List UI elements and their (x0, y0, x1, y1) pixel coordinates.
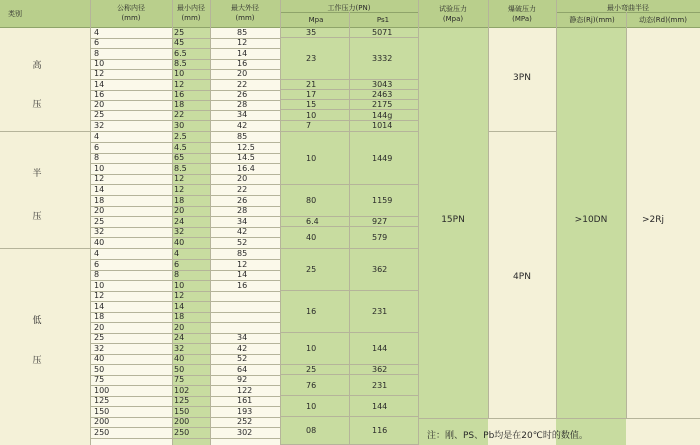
min-inner-cell: 20 (174, 206, 185, 216)
max-outer-cell: 64 (237, 364, 248, 374)
inner-dia-cell: 32 (94, 343, 105, 353)
work-pressure-psi: 1449 (372, 153, 393, 163)
min-inner-cell: 8.5 (174, 58, 187, 68)
min-inner-cell: 12 (174, 291, 185, 300)
max-outer-cell: 14.5 (237, 153, 255, 163)
work-pressure-mpa: 10 (306, 110, 317, 120)
inner-dia-cell: 14 (94, 185, 105, 194)
dynamic-bend-value: >2Rj (641, 215, 665, 225)
work-pressure-mpa: 10 (306, 343, 317, 353)
work-pressure-psi: 144g (372, 110, 393, 120)
min-inner-cell: 2.5 (174, 132, 187, 141)
header-inner-dia-unit: (mm) (121, 14, 141, 22)
header-test-pressure: 试验压力 (439, 5, 467, 13)
max-outer-cell: 52 (237, 238, 248, 247)
header-burst-pressure-unit: (MPa) (512, 15, 532, 23)
work-pressure-psi: 116 (372, 426, 388, 435)
max-outer-cell: 42 (237, 227, 248, 237)
footnote: 注：刚、PS、Pb均是在20℃时的数值。 (427, 431, 588, 441)
category-high-1: 高 (32, 61, 42, 71)
min-inner-cell: 102 (174, 385, 190, 395)
work-pressure-psi: 927 (372, 217, 388, 227)
work-pressure-psi: 579 (372, 233, 388, 243)
header-dynamic: 动态(Rd)(mm) (639, 16, 687, 24)
work-pressure-psi: 3332 (372, 53, 393, 63)
min-inner-cell: 45 (174, 38, 185, 48)
inner-dia-cell: 40 (94, 354, 105, 363)
header-min-bend: 最小弯曲半径 (607, 4, 649, 12)
work-pressure-mpa: 23 (306, 53, 317, 63)
header-psi: Ps1 (376, 16, 390, 24)
work-pressure-mpa: 7 (306, 121, 312, 131)
header-max-outer-unit: (mm) (235, 14, 255, 22)
inner-dia-cell: 14 (94, 301, 105, 311)
min-inner-cell: 12 (174, 185, 185, 194)
min-inner-cell: 200 (174, 417, 190, 426)
min-inner-cell: 10 (174, 280, 185, 290)
min-inner-cell: 16 (174, 89, 185, 99)
work-pressure-mpa: 16 (306, 307, 317, 316)
inner-dia-cell: 8 (94, 270, 100, 279)
work-pressure-mpa: 25 (306, 265, 317, 274)
inner-dia-cell: 25 (94, 333, 105, 342)
min-inner-cell: 18 (174, 312, 185, 321)
max-outer-cell: 16.4 (237, 163, 255, 173)
min-inner-cell: 40 (174, 238, 185, 247)
inner-dia-cell: 12 (94, 174, 105, 184)
inner-dia-cell: 50 (94, 364, 105, 374)
max-outer-cell: 85 (237, 28, 248, 37)
work-pressure-psi: 231 (372, 380, 388, 390)
inner-dia-cell: 4 (94, 28, 100, 37)
category-medium-1: 半 (32, 169, 42, 179)
work-pressure-mpa: 35 (306, 28, 317, 38)
inner-dia-cell: 18 (94, 195, 105, 205)
header-burst-pressure: 爆破压力 (508, 5, 536, 13)
min-inner-cell: 65 (174, 153, 185, 163)
max-outer-cell: 42 (237, 120, 248, 130)
min-inner-cell: 25 (174, 28, 185, 37)
max-outer-cell: 34 (237, 333, 248, 342)
inner-dia-cell: 16 (94, 89, 105, 99)
inner-dia-cell: 25 (94, 216, 105, 226)
header-static: 静态(Rj)(mm) (569, 16, 615, 24)
max-outer-cell: 193 (237, 406, 253, 416)
max-outer-cell: 20 (237, 69, 248, 79)
work-pressure-mpa: 10 (306, 401, 317, 411)
static-bend-value: >10DN (574, 215, 608, 225)
category-column (0, 27, 90, 445)
burst-low-value: 4PN (513, 272, 531, 282)
dynamic-bend-column (626, 27, 700, 445)
header-min-inner: 最小内径 (177, 4, 205, 12)
test-pressure-value: 15PN (441, 215, 465, 225)
header-work-pressure: 工作压力(PN) (327, 4, 371, 12)
min-inner-cell: 32 (174, 343, 185, 353)
min-inner-cell: 50 (174, 364, 185, 374)
work-pressure-psi: 2175 (372, 100, 393, 110)
work-pressure-psi: 2463 (372, 89, 393, 99)
max-outer-cell: 14 (237, 48, 248, 58)
category-high-2: 压 (32, 100, 42, 110)
burst-high-value: 3PN (513, 73, 531, 83)
burst-pressure-column (488, 27, 556, 445)
min-inner-cell: 20 (174, 322, 185, 332)
header-inner-dia: 公称内径 (117, 4, 145, 12)
work-pressure-mpa: 25 (306, 364, 317, 374)
work-pressure-psi: 231 (372, 307, 388, 316)
category-low-2: 压 (32, 356, 42, 366)
work-pressure-psi: 144 (372, 401, 388, 411)
inner-dia-cell: 200 (94, 417, 110, 426)
max-outer-cell: 85 (237, 132, 248, 141)
min-inner-cell: 150 (174, 406, 190, 416)
work-pressure-mpa: 15 (306, 100, 317, 110)
min-inner-cell: 12 (174, 174, 185, 184)
work-pressure-mpa: 80 (306, 195, 317, 205)
header-min-inner-unit: (mm) (181, 14, 201, 22)
inner-dia-cell: 20 (94, 322, 105, 332)
min-inner-cell: 6.5 (174, 48, 187, 58)
inner-dia-cell: 6 (94, 259, 100, 269)
max-outer-cell: 14 (237, 270, 248, 279)
inner-dia-cell: 100 (94, 385, 110, 395)
min-inner-cell: 24 (174, 216, 185, 226)
inner-dia-cell: 18 (94, 312, 105, 321)
max-outer-cell: 85 (237, 249, 248, 258)
max-outer-cell: 52 (237, 354, 248, 363)
header-mpa: Mpa (308, 16, 324, 24)
min-inner-cell: 6 (174, 259, 180, 269)
max-outer-cell: 16 (237, 58, 248, 68)
inner-dia-cell: 20 (94, 206, 105, 216)
inner-dia-cell: 10 (94, 280, 105, 290)
max-outer-cell: 28 (237, 206, 248, 216)
category-low-1: 低 (32, 316, 42, 326)
min-inner-cell: 32 (174, 227, 185, 237)
min-inner-cell: 30 (174, 120, 185, 130)
min-inner-cell: 40 (174, 354, 185, 363)
inner-dia-cell: 12 (94, 291, 105, 300)
work-pressure-psi: 144 (372, 343, 388, 353)
inner-dia-cell: 6 (94, 142, 100, 152)
min-inner-cell: 14 (174, 301, 185, 311)
work-pressure-psi: 1014 (372, 121, 393, 131)
max-outer-cell: 252 (237, 417, 253, 426)
work-pressure-mpa: 40 (306, 233, 317, 243)
work-pressure-mpa: 17 (306, 89, 317, 99)
min-inner-cell: 22 (174, 110, 185, 120)
inner-dia-cell: 40 (94, 238, 105, 247)
inner-dia-cell: 10 (94, 163, 105, 173)
inner-dia-cell: 32 (94, 227, 105, 237)
max-outer-cell: 12 (237, 259, 248, 269)
inner-dia-cell: 250 (94, 427, 110, 437)
min-inner-cell: 8 (174, 270, 180, 279)
inner-dia-cell: 20 (94, 100, 105, 110)
max-outer-cell: 122 (237, 385, 253, 395)
work-pressure-psi: 5071 (372, 28, 393, 38)
work-pressure-mpa: 6.4 (306, 217, 319, 227)
max-outer-cell: 34 (237, 216, 248, 226)
work-pressure-mpa: 21 (306, 79, 317, 89)
inner-dia-cell: 150 (94, 406, 110, 416)
work-pressure-mpa: 10 (306, 153, 317, 163)
static-bend-column (556, 27, 626, 445)
inner-dia-cell: 4 (94, 249, 100, 258)
inner-dia-cell: 8 (94, 153, 100, 163)
max-outer-cell: 26 (237, 195, 248, 205)
max-outer-cell: 302 (237, 427, 253, 437)
inner-dia-cell: 8 (94, 48, 100, 58)
max-outer-cell: 22 (237, 79, 248, 89)
category-medium-2: 压 (32, 212, 42, 222)
inner-dia-cell: 14 (94, 79, 105, 89)
max-outer-cell: 20 (237, 174, 248, 184)
work-pressure-psi: 1159 (372, 195, 393, 205)
min-inner-cell: 4.5 (174, 142, 187, 152)
test-pressure-column (418, 27, 488, 445)
header-category: 类别 (8, 10, 22, 18)
max-outer-cell: 26 (237, 89, 248, 99)
work-pressure-mpa: 08 (306, 426, 317, 435)
max-outer-cell: 161 (237, 396, 253, 405)
max-outer-cell: 28 (237, 100, 248, 110)
max-outer-cell: 34 (237, 110, 248, 120)
min-inner-cell: 8.5 (174, 163, 187, 173)
min-inner-cell: 250 (174, 427, 190, 437)
work-pressure-psi: 3043 (372, 79, 393, 89)
min-inner-cell: 12 (174, 79, 185, 89)
min-inner-cell: 18 (174, 100, 185, 110)
inner-dia-cell: 6 (94, 38, 100, 48)
work-pressure-mpa: 76 (306, 380, 317, 390)
work-pressure-psi: 362 (372, 265, 388, 274)
min-inner-cell: 4 (174, 249, 180, 258)
inner-dia-cell: 4 (94, 132, 100, 141)
inner-dia-cell: 32 (94, 120, 105, 130)
min-inner-cell: 10 (174, 69, 185, 79)
work-pressure-psi: 362 (372, 364, 388, 374)
inner-dia-cell: 75 (94, 375, 105, 384)
max-outer-cell: 12 (237, 38, 248, 48)
max-outer-cell: 16 (237, 280, 248, 290)
min-inner-cell: 75 (174, 375, 185, 384)
inner-dia-cell: 25 (94, 110, 105, 120)
inner-dia-cell: 10 (94, 58, 105, 68)
min-inner-cell: 125 (174, 396, 190, 405)
header-max-outer: 最大外径 (231, 4, 259, 12)
inner-dia-cell: 125 (94, 396, 110, 405)
min-inner-cell: 24 (174, 333, 185, 342)
max-outer-cell: 92 (237, 375, 248, 384)
max-outer-cell: 42 (237, 343, 248, 353)
header-test-pressure-unit: (Mpa) (442, 15, 464, 23)
inner-dia-cell: 12 (94, 69, 105, 79)
max-outer-cell: 22 (237, 185, 248, 194)
max-outer-cell: 12.5 (237, 142, 255, 152)
min-inner-cell: 18 (174, 195, 185, 205)
